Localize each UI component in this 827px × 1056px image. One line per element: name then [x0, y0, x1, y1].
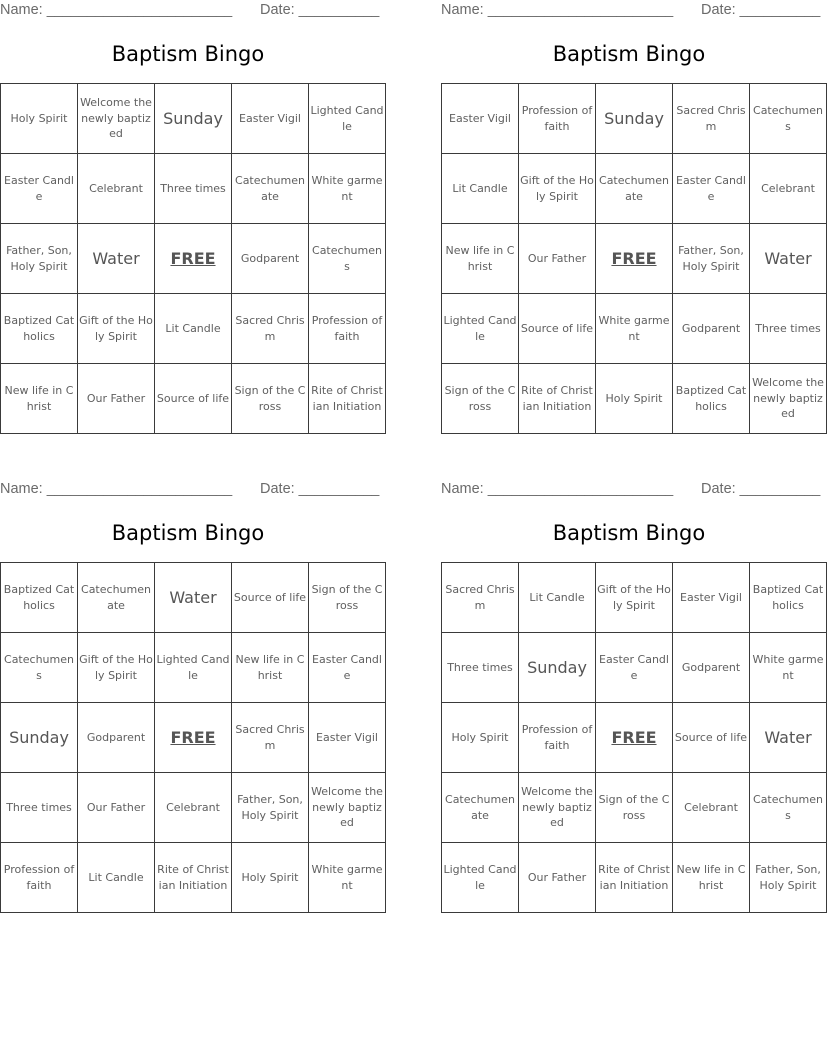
card-header — [0, 0, 380, 22]
bingo-cell: White garment — [596, 294, 673, 364]
bingo-cell: Easter Candle — [1, 154, 78, 224]
bingo-cell: Rite of Christian Initiation — [519, 364, 596, 434]
bingo-grid — [441, 83, 827, 434]
bingo-cell: Easter Vigil — [232, 84, 309, 154]
bingo-row — [442, 84, 827, 154]
bingo-row — [1, 843, 386, 913]
bingo-cell: Celebrant — [78, 154, 155, 224]
bingo-cell: Rite of Christian Initiation — [155, 843, 232, 913]
bingo-cell: Baptized Catholics — [673, 364, 750, 434]
bingo-cell: Welcome the newly baptized — [309, 773, 386, 843]
bingo-cell: White garment — [750, 633, 827, 703]
name-field-label: Name: _______________________ — [0, 481, 233, 497]
bingo-cell: Sunday — [1, 703, 78, 773]
bingo-cell: Catechumenate — [232, 154, 309, 224]
bingo-cell: Lit Candle — [78, 843, 155, 913]
bingo-row — [442, 703, 827, 773]
card-header — [441, 0, 821, 22]
bingo-cell: Holy Spirit — [1, 84, 78, 154]
date-field-label: Date: __________ — [260, 481, 380, 497]
bingo-row — [442, 843, 827, 913]
bingo-cell: Source of life — [673, 703, 750, 773]
bingo-card-3 — [0, 479, 383, 913]
bingo-cell: Sacred Chrism — [232, 294, 309, 364]
bingo-cell: Welcome the newly baptized — [78, 84, 155, 154]
bingo-cell: Gift of the Holy Spirit — [519, 154, 596, 224]
bingo-free-cell: FREE — [596, 224, 673, 294]
bingo-cell: Father, Son, Holy Spirit — [750, 843, 827, 913]
bingo-row — [1, 563, 386, 633]
bingo-cell: Our Father — [519, 224, 596, 294]
bingo-cell: Welcome the newly baptized — [750, 364, 827, 434]
bingo-cell: Sign of the Cross — [232, 364, 309, 434]
bingo-row — [1, 773, 386, 843]
bingo-cell: Lighted Candle — [309, 84, 386, 154]
bingo-cell: Lighted Candle — [442, 843, 519, 913]
bingo-cell: Holy Spirit — [596, 364, 673, 434]
bingo-grid — [0, 83, 386, 434]
bingo-cell: Baptized Catholics — [1, 294, 78, 364]
bingo-cell: Holy Spirit — [232, 843, 309, 913]
bingo-cell: Profession of faith — [519, 84, 596, 154]
bingo-cell: Catechumenate — [596, 154, 673, 224]
name-field-label: Name: _______________________ — [441, 2, 674, 18]
bingo-cell: Three times — [750, 294, 827, 364]
bingo-cell: Lit Candle — [442, 154, 519, 224]
bingo-cell: Godparent — [232, 224, 309, 294]
bingo-row — [1, 364, 386, 434]
bingo-free-cell: FREE — [155, 224, 232, 294]
bingo-cell: Sacred Chrism — [442, 563, 519, 633]
bingo-cell: Father, Son, Holy Spirit — [232, 773, 309, 843]
card-title: Baptism Bingo — [111, 42, 265, 66]
bingo-cell: Baptized Catholics — [1, 563, 78, 633]
bingo-cell: Sunday — [519, 633, 596, 703]
bingo-cell: Three times — [155, 154, 232, 224]
bingo-cell: Rite of Christian Initiation — [309, 364, 386, 434]
bingo-cell: Source of life — [155, 364, 232, 434]
bingo-cell: Water — [750, 703, 827, 773]
bingo-cell: Easter Candle — [596, 633, 673, 703]
bingo-cell: Celebrant — [673, 773, 750, 843]
bingo-cell: Sacred Chrism — [232, 703, 309, 773]
bingo-row — [442, 364, 827, 434]
bingo-grid — [0, 562, 386, 913]
bingo-free-cell: FREE — [596, 703, 673, 773]
bingo-cell: Celebrant — [750, 154, 827, 224]
bingo-cell: Gift of the Holy Spirit — [78, 633, 155, 703]
bingo-cell: Easter Vigil — [442, 84, 519, 154]
card-title: Baptism Bingo — [552, 521, 706, 545]
bingo-cell: Easter Candle — [673, 154, 750, 224]
bingo-cell: Three times — [1, 773, 78, 843]
bingo-row — [1, 703, 386, 773]
bingo-cell: Catechumens — [309, 224, 386, 294]
card-title: Baptism Bingo — [552, 42, 706, 66]
bingo-cell: Gift of the Holy Spirit — [596, 563, 673, 633]
bingo-cell: Sunday — [596, 84, 673, 154]
bingo-cell: Source of life — [232, 563, 309, 633]
bingo-cell: Godparent — [78, 703, 155, 773]
bingo-cell: Catechumens — [750, 84, 827, 154]
bingo-row — [1, 633, 386, 703]
bingo-cell: Easter Vigil — [673, 563, 750, 633]
bingo-cell: Sacred Chrism — [673, 84, 750, 154]
bingo-cell: Baptized Catholics — [750, 563, 827, 633]
bingo-row — [442, 633, 827, 703]
bingo-cell: Catechumens — [1, 633, 78, 703]
bingo-cell: Lit Candle — [519, 563, 596, 633]
bingo-cell: Profession of faith — [1, 843, 78, 913]
bingo-row — [442, 294, 827, 364]
bingo-cell: Our Father — [78, 364, 155, 434]
bingo-cell: Father, Son, Holy Spirit — [673, 224, 750, 294]
bingo-cell: Profession of faith — [309, 294, 386, 364]
name-field-label: Name: _______________________ — [0, 2, 233, 18]
bingo-cell: Sign of the Cross — [309, 563, 386, 633]
bingo-cell: Lighted Candle — [442, 294, 519, 364]
bingo-cell: Water — [750, 224, 827, 294]
card-title: Baptism Bingo — [111, 521, 265, 545]
bingo-cell: Sunday — [155, 84, 232, 154]
bingo-free-cell: FREE — [155, 703, 232, 773]
bingo-cell: Father, Son, Holy Spirit — [1, 224, 78, 294]
date-field-label: Date: __________ — [701, 481, 821, 497]
bingo-cell: Our Father — [78, 773, 155, 843]
bingo-cell: Godparent — [673, 633, 750, 703]
bingo-cell: Easter Vigil — [309, 703, 386, 773]
bingo-cell: Sign of the Cross — [442, 364, 519, 434]
date-field-label: Date: __________ — [701, 2, 821, 18]
bingo-row — [1, 84, 386, 154]
bingo-card-4 — [441, 479, 824, 913]
bingo-cell: Source of life — [519, 294, 596, 364]
bingo-row — [1, 294, 386, 364]
bingo-card-2 — [441, 0, 824, 434]
bingo-row — [1, 154, 386, 224]
bingo-cell: Catechumens — [750, 773, 827, 843]
bingo-cell: Water — [155, 563, 232, 633]
name-field-label: Name: _______________________ — [441, 481, 674, 497]
bingo-cell: Celebrant — [155, 773, 232, 843]
bingo-row — [442, 154, 827, 224]
bingo-cell: Rite of Christian Initiation — [596, 843, 673, 913]
bingo-cell: New life in Christ — [442, 224, 519, 294]
bingo-cell: Profession of faith — [519, 703, 596, 773]
date-field-label: Date: __________ — [260, 2, 380, 18]
bingo-cell: Lighted Candle — [155, 633, 232, 703]
bingo-cell: Welcome the newly baptized — [519, 773, 596, 843]
bingo-cell: Lit Candle — [155, 294, 232, 364]
bingo-cell: New life in Christ — [232, 633, 309, 703]
bingo-cell: Catechumenate — [442, 773, 519, 843]
bingo-cell: Our Father — [519, 843, 596, 913]
bingo-card-1 — [0, 0, 384, 434]
bingo-cell: Sign of the Cross — [596, 773, 673, 843]
bingo-cell: Catechumenate — [78, 563, 155, 633]
bingo-row — [442, 773, 827, 843]
bingo-grid — [441, 562, 827, 913]
bingo-cell: New life in Christ — [673, 843, 750, 913]
card-header — [441, 479, 821, 501]
bingo-cell: Water — [78, 224, 155, 294]
bingo-cell: Gift of the Holy Spirit — [78, 294, 155, 364]
bingo-row — [442, 224, 827, 294]
bingo-cell: White garment — [309, 843, 386, 913]
card-header — [0, 479, 380, 501]
bingo-cell: Easter Candle — [309, 633, 386, 703]
bingo-cell: New life in Christ — [1, 364, 78, 434]
bingo-row — [1, 224, 386, 294]
bingo-cell: Three times — [442, 633, 519, 703]
bingo-cell: White garment — [309, 154, 386, 224]
bingo-cell: Godparent — [673, 294, 750, 364]
bingo-row — [442, 563, 827, 633]
bingo-cell: Holy Spirit — [442, 703, 519, 773]
